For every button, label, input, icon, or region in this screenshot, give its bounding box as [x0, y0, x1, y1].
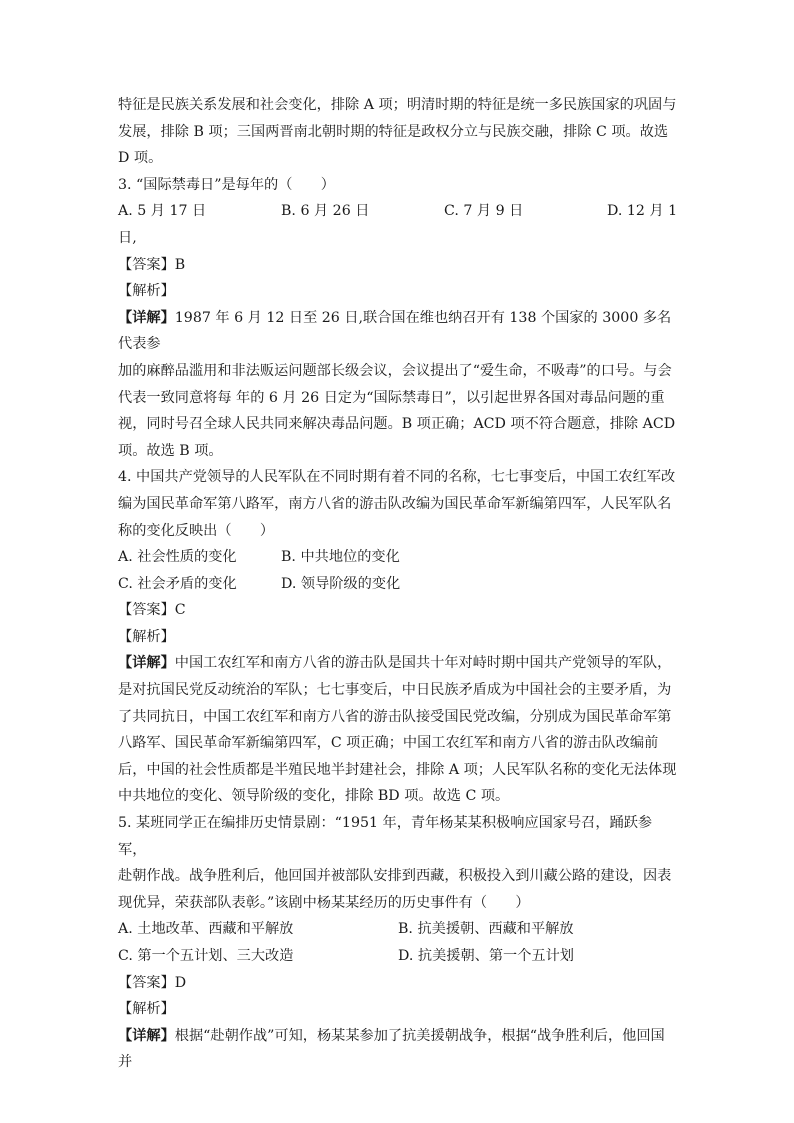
q3-detail-line-3: 代表一致同意将每 年的 6 月 26 日定为“国际禁毒日”，以引起世界各国对毒品问题的重 [118, 389, 665, 406]
q4-detail-line-4: 八路军、国民革命军新编第四军，C 项正确；中国工农红军和南方八省的游击队改编前 [118, 735, 659, 752]
q3-answer: 【答案】B [118, 256, 186, 273]
q5-option-c: C. 第一个五计划、三大改造 [118, 948, 294, 964]
q4-stem-line-2: 编为国民革命军第八路军，南方八省的游击队改编为国民革命军新编第四军，人民军队名 [118, 495, 672, 512]
q4-stem-line-1: 4. 中国共产党领导的人民军队在不同时期有着不同的名称，七七事变后，中国工农红军改 [118, 469, 676, 486]
q4-answer: 【答案】C [118, 602, 186, 619]
q5-answer: 【答案】D [118, 974, 187, 991]
q4-detail-line-3: 了共同抗日，中国工农红军和南方八省的游击队接受国民党改编，分别成为国民革命军第 [118, 708, 672, 725]
document-content [118, 92, 678, 1076]
q4-detail-line-1 [118, 650, 678, 677]
q4-option-c: C. 社会矛盾的变化 [118, 575, 237, 592]
q3-option-d-tail: 日, [118, 229, 137, 246]
q3-stem: 3. “国际禁毒日”是每年的（ ） [118, 176, 335, 193]
q5-stem-line-3: 现优异，荣获部队表彰。”该剧中杨某某经历的历史事件有（ ） [118, 894, 530, 911]
q3-option-c: C. 7 月 9 日 [444, 203, 524, 220]
q5-options-row-1 [118, 916, 678, 943]
q3-detail-line-2: 加的麻醉品滥用和非法贩运问题部长级会议，会议提出了“爱生命，不吸毒”的口号。与会 [118, 362, 672, 379]
q3-option-b: B. 6 月 26 日 [281, 203, 370, 220]
q4-option-a: A. 社会性质的变化 [118, 549, 237, 566]
intro-line-1: 特征是民族关系发展和社会变化，排除 A 项；明清时期的特征是统一多民族国家的巩固与 [118, 97, 677, 113]
q3-options [118, 198, 678, 225]
q4-stem-line-3: 称的变化反映出（ ） [118, 522, 275, 539]
q4-option-d: D. 领导阶级的变化 [281, 575, 401, 592]
q3-detail-line-4: 视，同时号召全球人民共同来解决毒品问题。B 项正确；ACD 项不符合题意，排除 ACD [118, 416, 676, 433]
q4-analysis-heading: 【解析】 [118, 628, 175, 645]
q4-options-row-2 [118, 571, 678, 598]
q3-option-d: D. 12 月 1 [607, 203, 678, 220]
q3-detail-line-5: 项。故选 B 项。 [118, 442, 223, 459]
q3-detail-line-1 [118, 305, 678, 358]
q3-detail-text-1: 1987 年 6 月 12 日至 26 日,联合国在维也纳召开有 138 个国家的 3000 多名代表参 [118, 309, 672, 353]
q5-detail-text-1: 根据“赴朝作战”可知，杨某某参加了抗美援朝战争，根据“战争胜利后，他回国并 [118, 1027, 665, 1071]
q4-detail-line-2: 是对抗国民党反动统治的军队；七七事变后，中日民族矛盾成为中国社会的主要矛盾，为 [118, 682, 672, 699]
q5-detail-tag: 【详解】 [118, 1027, 175, 1044]
q5-analysis-heading: 【解析】 [118, 1001, 175, 1018]
q5-option-a: A. 土地改革、西藏和平解放 [118, 921, 294, 938]
q5-stem-line-1: 5. 某班同学正在编排历史情景剧：“1951 年，青年杨某某积极响应国家号召，踊跃参军， [118, 815, 653, 858]
q5-options-row-2 [118, 943, 678, 970]
q4-option-b: B. 中共地位的变化 [281, 549, 400, 566]
intro-line-3: D 项。 [118, 150, 163, 167]
q4-options-row-1 [118, 544, 678, 571]
q3-detail-tag: 【详解】 [118, 309, 175, 326]
q4-detail-line-6: 中共地位的变化、领导阶级的变化，排除 BD 项。故选 C 项。 [118, 788, 510, 805]
q3-analysis-heading: 【解析】 [118, 283, 175, 300]
q5-detail-line-1 [118, 1023, 678, 1076]
q4-detail-text-1: 中国工农红军和南方八省的游击队是国共十年对峙时期中国共产党领导的军队， [174, 655, 672, 672]
q3-option-a: A. 5 月 17 日 [118, 203, 207, 220]
q5-stem-line-2: 赴朝作战。战争胜利后，他回国并被部队安排到西藏，积极投入到川藏公路的建设，因表 [118, 868, 672, 885]
q4-detail-tag: 【详解】 [118, 655, 175, 672]
q4-detail-line-5: 后，中国的社会性质都是半殖民地半封建社会，排除 A 项；人民军队名称的变化无法体现 [118, 761, 677, 778]
q5-option-d: D. 抗美援朝、第一个五计划 [398, 948, 574, 964]
intro-line-2: 发展，排除 B 项；三国两晋南北朝时期的特征是政权分立与民族交融，排除 C 项。故选 [118, 123, 669, 140]
q5-option-b: B. 抗美援朝、西藏和平解放 [398, 921, 574, 938]
